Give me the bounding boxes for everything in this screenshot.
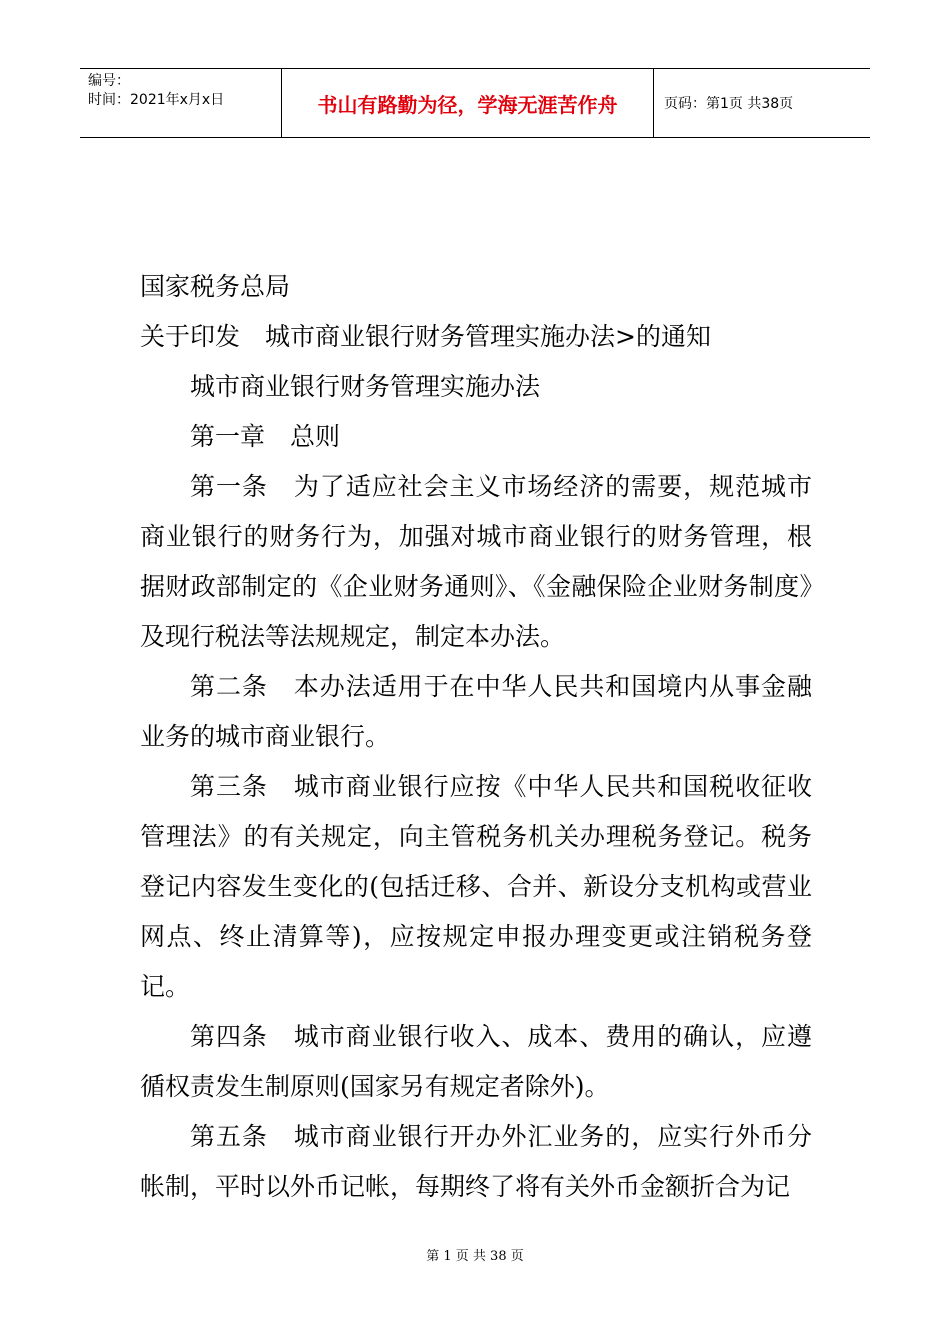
document-body — [140, 262, 812, 1212]
paragraph: 城市商业银行财务管理实施办法 — [190, 372, 541, 401]
page-footer: 第 1 页 共 38 页 — [426, 1249, 524, 1264]
paragraph: 第一条 为了适应社会主义市场经济的需要，规范城市商业银行的财务行为，加强对城市商业银行的财务管理，根据财政部制定的《企业财务通则》、《金融保险企业财务制度》及现行税法等法规规定，制定本办法。 — [140, 472, 812, 651]
header-page-info: 页码：第1页 共38页 — [664, 96, 794, 112]
header-table — [80, 68, 870, 138]
paragraph: 第五条 城市商业银行开办外汇业务的，应实行外币分帐制，平时以外币记帐，每期终了将有关外币金额折合为记 — [140, 1122, 812, 1201]
paragraph: 国家税务总局 — [140, 272, 291, 301]
paragraph: 第一章 总则 — [190, 422, 341, 451]
document-time-label: 时间：2021年x月x日 — [88, 92, 225, 108]
paragraph: 第三条 城市商业银行应按《中华人民共和国税收征收管理法》的有关规定，向主管税务机关办理税务登记。税务登记内容发生变化的(包括迁移、合并、新设分支机构或营业网点、终止清算等)，应按规定申报办理变更或注销税务登记。 — [140, 772, 812, 1001]
paragraph: 第二条 本办法适用于在中华人民共和国境内从事金融业务的城市商业银行。 — [140, 672, 812, 751]
header-motto: 书山有路勤为径，学海无涯苦作舟 — [282, 69, 654, 137]
header-meta — [80, 69, 282, 137]
paragraph: 第四条 城市商业银行收入、成本、费用的确认，应遵循权责发生制原则(国家另有规定者除外)。 — [140, 1022, 812, 1101]
paragraph: 关于印发 城市商业银行财务管理实施办法>的通知 — [140, 322, 711, 351]
document-number-label: 编号： — [88, 73, 130, 89]
